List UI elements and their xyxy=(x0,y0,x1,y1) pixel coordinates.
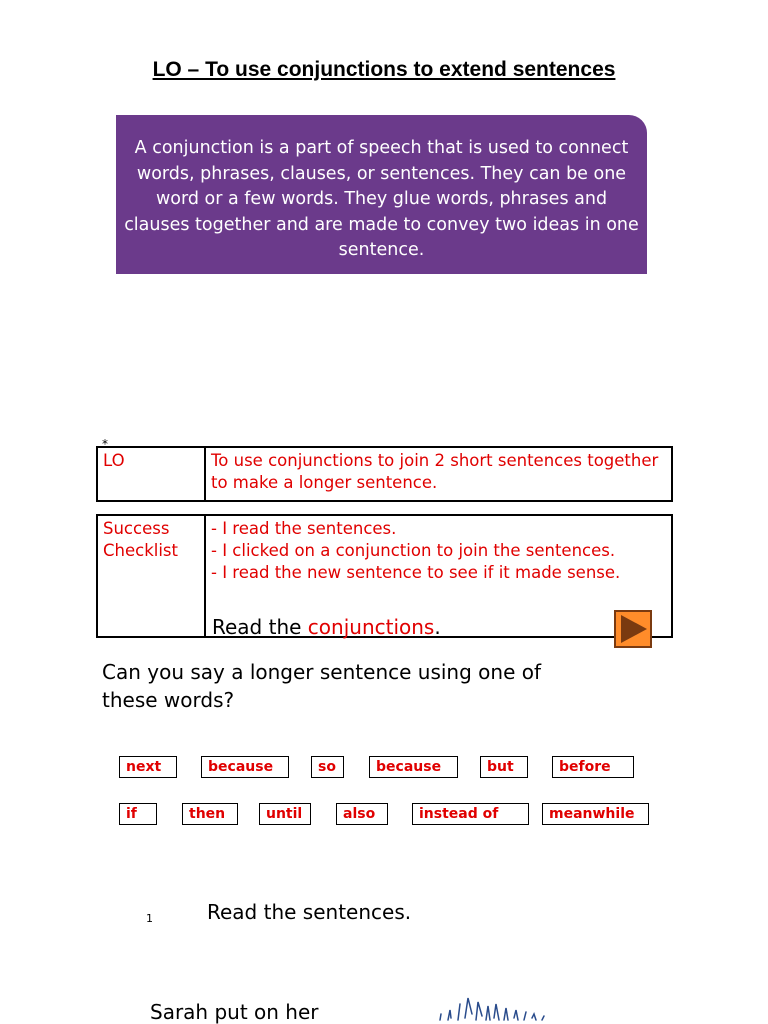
play-arrow-icon xyxy=(616,612,650,646)
conjunction-word[interactable]: instead of xyxy=(412,803,529,825)
conjunction-word[interactable]: so xyxy=(311,756,344,778)
read-sentences-instruction: Read the sentences. xyxy=(207,900,412,924)
success-label: Success Checklist xyxy=(97,515,205,637)
conjunction-word[interactable]: also xyxy=(336,803,388,825)
conjunction-word[interactable]: then xyxy=(182,803,238,825)
conjunction-word[interactable]: because xyxy=(201,756,289,778)
conjunctions-highlight: conjunctions xyxy=(307,615,435,639)
conjunction-word[interactable]: because xyxy=(369,756,458,778)
conjunction-word[interactable]: next xyxy=(119,756,177,778)
read-prefix: Read the xyxy=(212,615,308,639)
page-title: LO – To use conjunctions to extend sentences xyxy=(152,58,616,81)
handwriting-scribble xyxy=(432,990,562,1024)
lo-table xyxy=(96,446,673,502)
step-number: 1 xyxy=(146,912,153,925)
read-suffix: . xyxy=(434,615,441,639)
conjunction-word[interactable]: until xyxy=(259,803,311,825)
asterisk: * xyxy=(102,437,108,451)
lo-text: To use conjunctions to join 2 short sentences together to make a longer sentence. xyxy=(205,447,672,501)
play-button[interactable] xyxy=(614,610,652,648)
success-item: - I clicked on a conjunction to join the sentences. xyxy=(211,541,616,560)
success-item: - I read the new sentence to see if it made sense. xyxy=(211,563,621,582)
lo-label: LO xyxy=(97,447,205,501)
conjunction-word[interactable]: but xyxy=(480,756,528,778)
conjunction-word[interactable]: before xyxy=(552,756,634,778)
question-text: Can you say a longer sentence using one of these words? xyxy=(102,660,542,712)
success-item: - I read the sentences. xyxy=(211,519,397,538)
read-conjunctions-text xyxy=(212,615,441,639)
conjunction-word[interactable]: if xyxy=(119,803,157,825)
definition-box: A conjunction is a part of speech that is used to connect words, phrases, clauses, or sentences. They can be one word or a few words. They glue words, phrases and clauses together and are made to convey two ideas in one sentence. xyxy=(116,115,647,274)
sentence-text: Sarah put on her xyxy=(150,1000,319,1024)
conjunction-word[interactable]: meanwhile xyxy=(542,803,649,825)
